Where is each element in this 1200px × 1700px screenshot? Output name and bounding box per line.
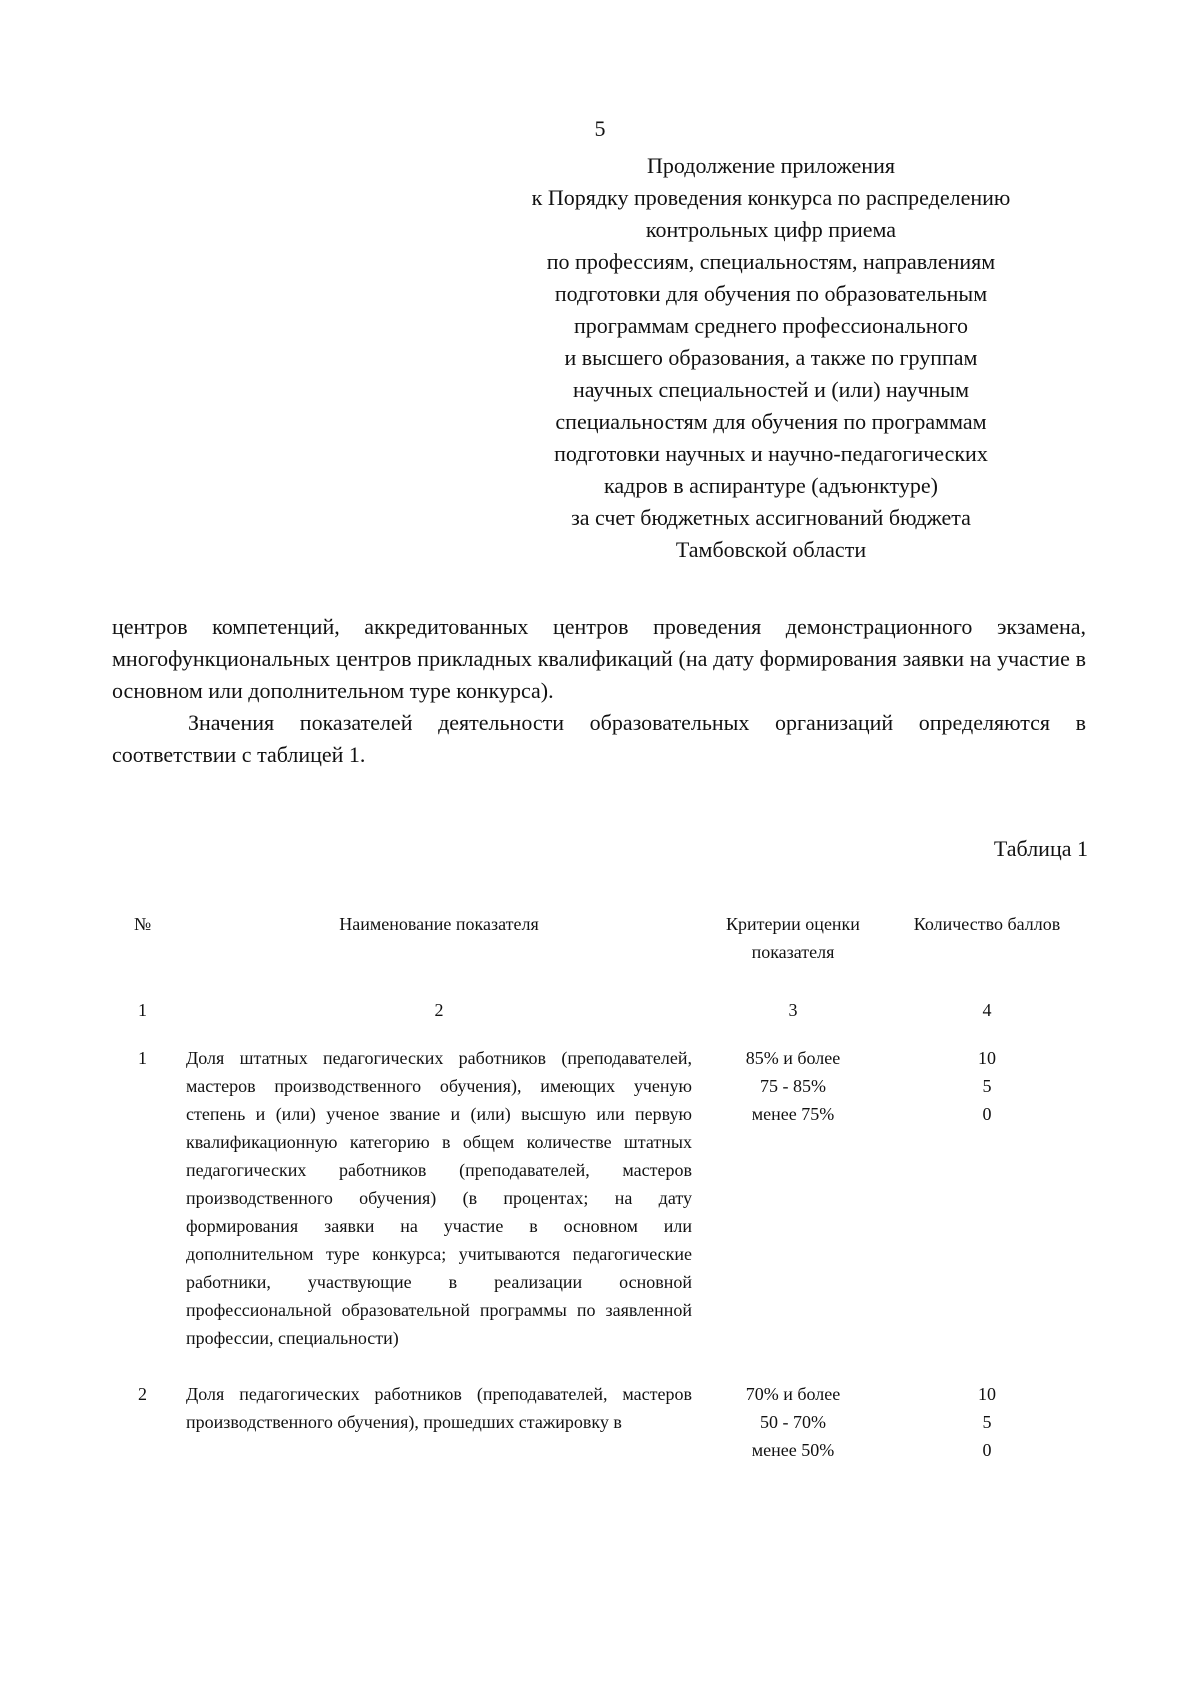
- table-header-row: [120, 910, 1080, 966]
- header-line: к Порядку проведения конкурса по распределению: [531, 185, 1011, 210]
- table-caption: Таблица 1: [993, 836, 1088, 861]
- header-line: Продолжение приложения: [647, 153, 895, 178]
- header-line: по профессиям, специальностям, направлениям: [546, 249, 996, 274]
- criteria-value: 75 - 85%: [760, 1076, 826, 1096]
- row-number: 2: [138, 1384, 147, 1404]
- header-line: кадров в аспирантуре (адъюнктуре): [604, 473, 938, 498]
- criteria-value: менее 50%: [751, 1440, 835, 1460]
- header-line: подготовки для обучения по образовательным: [554, 281, 988, 306]
- header-cell-name: Наименование показателя: [339, 914, 539, 934]
- header-line: и высшего образования, а также по группам: [564, 345, 978, 370]
- column-number: 4: [982, 1000, 992, 1020]
- header-line: за счет бюджетных ассигнований бюджета: [571, 505, 971, 530]
- points-value: 0: [982, 1440, 992, 1460]
- body-text: [112, 611, 1086, 771]
- paragraph: Значения показателей деятельности образовательных организаций определяются в соответствии с таблицей 1.: [112, 710, 1086, 767]
- header-cell-criteria: Критерии оценки показателя: [726, 914, 860, 962]
- appendix-header: [456, 150, 1086, 566]
- points-value: 10: [978, 1384, 996, 1404]
- table-row: [120, 1380, 1080, 1464]
- criteria-cell: [692, 1380, 894, 1464]
- header-line: программам среднего профессионального: [573, 313, 969, 338]
- header-line: специальностям для обучения по программам: [555, 409, 987, 434]
- page-number: 5: [594, 116, 606, 141]
- table-row: [120, 1044, 1080, 1352]
- points-value: 5: [982, 1076, 992, 1096]
- indicator-name: Доля педагогических работников (преподавателей, мастеров производственного обучения), прошедших стажировку в: [186, 1384, 692, 1432]
- header-cell-points: Количество баллов: [913, 914, 1061, 934]
- header-cell-number: №: [134, 914, 152, 934]
- header-line: подготовки научных и научно-педагогических: [554, 441, 988, 466]
- column-number: 3: [788, 1000, 798, 1020]
- points-cell: [894, 1044, 1080, 1352]
- header-line: научных специальностей и (или) научным: [572, 377, 969, 402]
- header-line: контрольных цифр приема: [645, 217, 897, 242]
- header-line: Тамбовской области: [675, 537, 867, 562]
- points-cell: [894, 1380, 1080, 1464]
- points-value: 10: [978, 1048, 996, 1068]
- column-number: 1: [138, 1000, 147, 1020]
- points-value: 5: [982, 1412, 992, 1432]
- column-number: 2: [434, 1000, 444, 1020]
- row-number: 1: [138, 1048, 147, 1068]
- points-value: 0: [982, 1104, 992, 1124]
- indicators-table: [120, 910, 1080, 1464]
- column-number-row: [120, 996, 1080, 1024]
- criteria-value: 50 - 70%: [760, 1412, 826, 1432]
- indicator-name: Доля штатных педагогических работников (преподавателей, мастеров производственного обучения), имеющих ученую степень и (или) ученое звание и (или) высшую или первую квалификационную категорию в общем количестве штатных педагогических работников (преподавателей, мастеров производственного обучения) (в процентах; на дату формирования заявки на участие в основном или дополнительном туре конкурса; учитываются педагогические работники, участвующие в реализации основной профессиональной образовательной программы по заявленной профессии, специальности): [186, 1048, 692, 1348]
- criteria-cell: [692, 1044, 894, 1352]
- criteria-value: 85% и более: [745, 1048, 841, 1068]
- criteria-value: 70% и более: [745, 1384, 841, 1404]
- paragraph: центров компетенций, аккредитованных центров проведения демонстрационного экзамена, многофункциональных центров прикладных квалификаций (на дату формирования заявки на участие в основном или дополнительном туре конкурса).: [112, 614, 1086, 703]
- criteria-value: менее 75%: [751, 1104, 835, 1124]
